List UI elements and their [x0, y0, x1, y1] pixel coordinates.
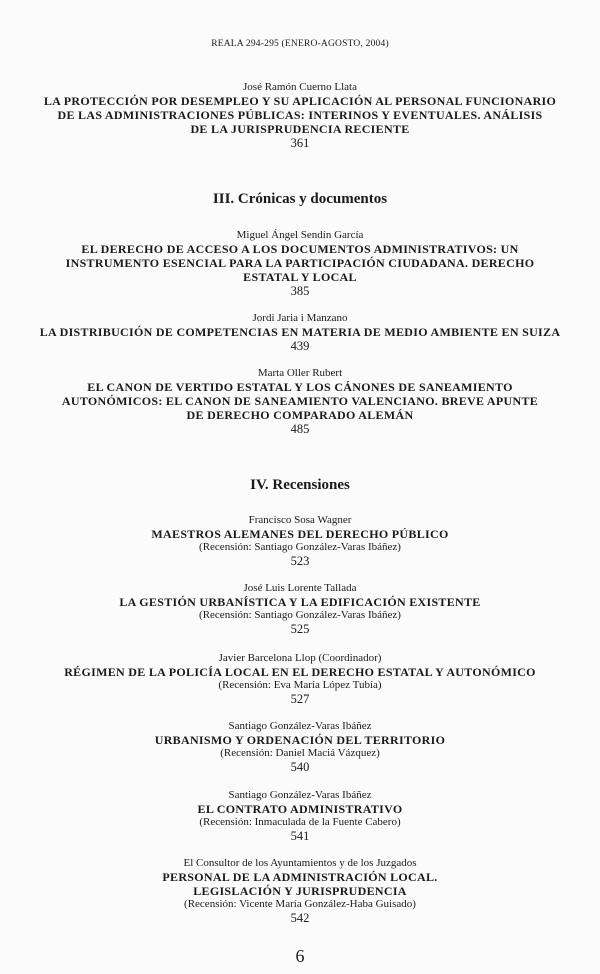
entry-reviewer: (Recensión: Inmaculada de la Fuente Cabero)	[199, 816, 401, 828]
entry-reviewer: (Recensión: Vicente María González-Haba Guisado)	[184, 898, 416, 910]
entry-author: Santiago González-Varas Ibáñez	[228, 720, 372, 732]
entry-author: Marta Oller Rubert	[257, 367, 343, 379]
toc-entry	[0, 652, 600, 707]
entry-title-line: LEGISLACIÓN Y JURISPRUDENCIA	[193, 884, 407, 898]
entry-page-number: 485	[290, 422, 310, 436]
entry-author: Jordi Jaria i Manzano	[252, 312, 348, 324]
entry-title-line: INSTRUMENTO ESENCIAL PARA LA PARTICIPACIÓN CIUDADANA. DERECHO	[65, 256, 535, 270]
toc-entry	[0, 81, 600, 151]
toc-entry	[0, 720, 600, 775]
toc-entry	[0, 857, 600, 926]
entry-title-line: DE LA JURISPRUDENCIA RECIENTE	[190, 122, 410, 136]
toc-entry	[0, 312, 600, 354]
entry-author: Francisco Sosa Wagner	[248, 514, 352, 526]
entry-author: José Ramón Cuerno Llata	[243, 81, 357, 93]
entry-reviewer: (Recensión: Santiago González-Varas Ibáñez)	[199, 541, 401, 553]
entry-title-line: EL CANON DE VERTIDO ESTATAL Y LOS CÁNONES DE SANEAMIENTO	[87, 380, 513, 394]
entry-page-number: 439	[290, 339, 310, 353]
entry-title-line: EL DERECHO DE ACCESO A LOS DOCUMENTOS ADMINISTRATIVOS: UN	[81, 242, 519, 256]
toc-entry	[0, 367, 600, 437]
entry-reviewer: (Recensión: Daniel Maciá Vázquez)	[220, 747, 380, 759]
entry-page-number: 525	[290, 622, 310, 636]
entry-page-number: 541	[290, 829, 310, 843]
entry-title-line: MAESTROS ALEMANES DEL DERECHO PÚBLICO	[151, 527, 449, 541]
entry-title-line: ESTATAL Y LOCAL	[243, 270, 357, 284]
toc-entry	[0, 582, 600, 637]
entry-page-number: 542	[290, 911, 310, 925]
entry-author: Santiago González-Varas Ibáñez	[228, 789, 372, 801]
entry-page-number: 527	[290, 692, 310, 706]
entry-page-number: 361	[290, 136, 310, 150]
page-folio-number: 6	[295, 946, 305, 966]
entry-title-line: DE DERECHO COMPARADO ALEMÁN	[186, 408, 414, 422]
entry-title-line: LA GESTIÓN URBANÍSTICA Y LA EDIFICACIÓN EXISTENTE	[119, 595, 481, 609]
entry-title-line: LA PROTECCIÓN POR DESEMPLEO Y SU APLICACIÓN AL PERSONAL FUNCIONARIO	[43, 94, 557, 108]
entry-reviewer: (Recensión: Eva María López Tubía)	[218, 679, 382, 691]
entry-title-line: LA DISTRIBUCIÓN DE COMPETENCIAS EN MATERIA DE MEDIO AMBIENTE EN SUIZA	[39, 325, 561, 339]
entry-author: José Luis Lorente Tallada	[243, 582, 357, 594]
entry-author: El Consultor de los Ayuntamientos y de los Juzgados	[183, 857, 417, 869]
entry-author: Miguel Ángel Sendín García	[236, 229, 364, 241]
entry-author: Javier Barcelona Llop (Coordinador)	[218, 652, 382, 664]
toc-entry	[0, 789, 600, 844]
entry-title-line: URBANISMO Y ORDENACIÓN DEL TERRITORIO	[154, 733, 446, 747]
entry-page-number: 540	[290, 760, 310, 774]
entry-title-line: AUTONÓMICOS: EL CANON DE SANEAMIENTO VALENCIANO. BREVE APUNTE	[61, 394, 539, 408]
toc-entry	[0, 514, 600, 569]
toc-entry	[0, 229, 600, 299]
entry-page-number: 523	[290, 554, 310, 568]
entry-title-line: RÉGIMEN DE LA POLICÍA LOCAL EN EL DERECHO ESTATAL Y AUTONÓMICO	[64, 665, 536, 679]
section-heading-iii: III. Crónicas y documentos	[212, 191, 388, 207]
section-heading-iv: IV. Recensiones	[250, 477, 350, 493]
entry-reviewer: (Recensión: Santiago González-Varas Ibáñez)	[199, 609, 401, 621]
entry-title-line: DE LAS ADMINISTRACIONES PÚBLICAS: INTERINOS Y EVENTUALES. ANÁLISIS	[57, 108, 543, 122]
entry-title-line: PERSONAL DE LA ADMINISTRACIÓN LOCAL.	[162, 870, 438, 884]
running-header: REALA 294-295 (ENERO-AGOSTO, 2004)	[211, 39, 389, 49]
entry-title-line: EL CONTRATO ADMINISTRATIVO	[197, 802, 403, 816]
entry-page-number: 385	[290, 284, 310, 298]
